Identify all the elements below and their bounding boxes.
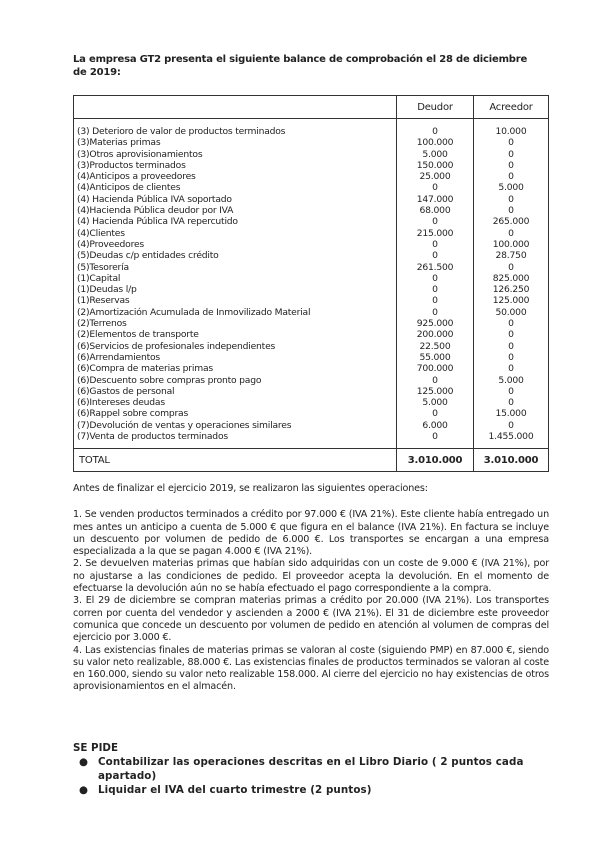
task-text: Contabilizar las operaciones descritas en el Libro Diario ( 2 puntos cada apartado) bbox=[98, 756, 524, 782]
debit-value: 0 bbox=[432, 284, 438, 296]
account-name: (5)Deudas c/p entidades crédito bbox=[77, 250, 219, 262]
debit-value: 0 bbox=[432, 216, 438, 228]
account-name: (2)Amortización Acumulada de Inmovilizado Material bbox=[77, 306, 311, 318]
operations-section bbox=[73, 483, 549, 694]
credit-value: 0 bbox=[508, 385, 514, 397]
account-name: (7)Devolución de ventas y operaciones similares bbox=[77, 419, 292, 431]
operation-item: 4. Las existencias finales de materias primas se valoran al coste (siguiendo PMP) en 87.000 €, siendo su valor neto realizable, 88.000 €. Las existencias finales de productos terminados se valoran al coste en 160.000, siendo su valor neto realizable 158.000. Al cierre del ejercicio no hay existencias de otros aprovisionamientos en el almacén. bbox=[73, 644, 550, 693]
account-name: (4)Proveedores bbox=[77, 238, 144, 250]
debit-value: 5.000 bbox=[422, 397, 448, 409]
credit-value: 1.455.000 bbox=[488, 431, 534, 443]
total-row bbox=[74, 449, 549, 472]
account-name: (6)Compra de materias primas bbox=[77, 363, 213, 375]
debit-value: 147.000 bbox=[416, 193, 454, 205]
credit-value: 5.000 bbox=[498, 374, 524, 386]
account-name: (1)Deudas l/p bbox=[77, 284, 137, 296]
table-body-row bbox=[74, 119, 549, 449]
debit-value: 22.500 bbox=[419, 340, 451, 352]
account-name: (6)Descuento sobre compras pronto pago bbox=[77, 374, 262, 386]
debit-value: 0 bbox=[432, 306, 438, 318]
debit-value: 200.000 bbox=[416, 329, 454, 341]
credit-value: 126.250 bbox=[492, 284, 530, 296]
account-name: (6)Rappel sobre compras bbox=[77, 408, 189, 420]
account-name: (1)Capital bbox=[77, 272, 121, 284]
account-name: (6)Gastos de personal bbox=[77, 385, 175, 397]
debit-value: 0 bbox=[432, 238, 438, 250]
credit-value: 0 bbox=[508, 340, 514, 352]
debit-value: 125.000 bbox=[416, 385, 454, 397]
credit-value: 0 bbox=[508, 329, 514, 341]
tasks-heading: SE PIDE bbox=[73, 742, 118, 754]
debit-value: 0 bbox=[432, 374, 438, 386]
bullet-icon: ● bbox=[79, 756, 89, 768]
account-name: (2)Elementos de transporte bbox=[77, 329, 199, 341]
credit-value: 0 bbox=[508, 148, 514, 160]
account-name: (3)Materias primas bbox=[77, 137, 161, 149]
account-name: (2)Terrenos bbox=[77, 318, 127, 330]
credit-value: 28.750 bbox=[495, 250, 527, 262]
header-account bbox=[74, 96, 397, 119]
task-text: Liquidar el IVA del cuarto trimestre (2 puntos) bbox=[98, 784, 372, 796]
credit-value: 0 bbox=[508, 137, 514, 149]
credit-value: 15.000 bbox=[495, 408, 527, 420]
credit-value: 100.000 bbox=[492, 238, 530, 250]
credit-value: 0 bbox=[508, 318, 514, 330]
debit-value: 261.500 bbox=[416, 261, 454, 273]
credit-value: 0 bbox=[508, 261, 514, 273]
tasks-section bbox=[73, 741, 549, 797]
tasks-list bbox=[73, 755, 549, 797]
credit-value: 10.000 bbox=[495, 126, 527, 137]
credit-value: 0 bbox=[508, 205, 514, 217]
credit-value: 0 bbox=[508, 171, 514, 183]
trial-balance-table bbox=[73, 95, 549, 472]
account-name: (3) Deterioro de valor de productos terminados bbox=[77, 126, 286, 137]
operation-item: 2. Se devuelven materias primas que habían sido adquiridas con un coste de 9.000 € (IVA 21%), por no ajustarse a las condiciones de pedido. El proveedor acepta la devolución. En el momento de efectuarse la devolución aún no se había efectuado el pago correspondiente a la compra. bbox=[73, 558, 549, 595]
credit-value: 0 bbox=[508, 227, 514, 239]
account-name: (4)Hacienda Pública deudor por IVA bbox=[77, 205, 234, 217]
credit-value: 0 bbox=[508, 363, 514, 375]
total-credit: 3.010.000 bbox=[474, 449, 549, 472]
account-name: (4)Anticipos de clientes bbox=[77, 182, 181, 194]
credit-value: 0 bbox=[508, 159, 514, 171]
account-name: (5)Tesorería bbox=[77, 261, 129, 273]
intro-text: La empresa GT2 presenta el siguiente balance de comprobación el 28 de diciembre de 2019: bbox=[73, 54, 528, 78]
operation-item: 1. Se venden productos terminados a crédito por 97.000 € (IVA 21%). Este cliente había entregado un mes antes un anticipo a cuenta de 5.000 € que figura en el balance (IVA 21%). En factura se incluye un descuento por volumen de pedido de 6.000 €. Los transportes se encargan a una empresa especializada a la que se pagan 4.000 € (IVA 21%). bbox=[73, 509, 549, 558]
credit-value: 0 bbox=[508, 351, 514, 363]
credit-value: 0 bbox=[508, 193, 514, 205]
total-debit: 3.010.000 bbox=[397, 449, 474, 472]
debit-value: 0 bbox=[432, 431, 438, 443]
debit-value: 55.000 bbox=[419, 351, 451, 363]
operation-item: 3. El 29 de diciembre se compran materias primas a crédito por 20.000 (IVA 21%). Los transportes corren por cuenta del vendedor y ascienden a 2000 € (IVA 21%). El 31 de diciembre este proveedor comunica que concede un descuento por volumen de pedido en atención al volumen de compras del ejercicio por 3.000 €. bbox=[73, 595, 549, 644]
account-name: (4) Hacienda Pública IVA soportado bbox=[77, 193, 232, 205]
debit-value: 25.000 bbox=[419, 171, 451, 183]
credit-value: 50.000 bbox=[495, 306, 527, 318]
credit-column bbox=[474, 119, 549, 449]
debit-value: 700.000 bbox=[416, 363, 454, 375]
account-name: (4)Clientes bbox=[77, 227, 125, 239]
account-name: (4)Anticipos a proveedores bbox=[77, 171, 196, 183]
credit-value: 0 bbox=[508, 419, 514, 431]
credit-value: 825.000 bbox=[492, 272, 530, 284]
account-name: (3)Productos terminados bbox=[77, 159, 186, 171]
account-name: (6)Arrendamientos bbox=[77, 351, 161, 363]
account-name: (7)Venta de productos terminados bbox=[77, 431, 228, 443]
account-name: (1)Reservas bbox=[77, 295, 130, 307]
debit-value: 0 bbox=[432, 295, 438, 307]
credit-value: 125.000 bbox=[492, 295, 530, 307]
account-name: (6)Servicios de profesionales independientes bbox=[77, 340, 276, 352]
bullet-icon: ● bbox=[79, 784, 89, 796]
debit-value: 0 bbox=[432, 182, 438, 194]
debit-value: 0 bbox=[432, 272, 438, 284]
account-name: (3)Otros aprovisionamientos bbox=[77, 148, 203, 160]
debit-value: 100.000 bbox=[416, 137, 454, 149]
header-credit: Acreedor bbox=[474, 96, 549, 119]
account-name: (4) Hacienda Pública IVA repercutido bbox=[77, 216, 238, 228]
debit-value: 6.000 bbox=[422, 419, 448, 431]
debit-value: 0 bbox=[432, 408, 438, 420]
operations-lead: Antes de finalizar el ejercicio 2019, se realizaron las siguientes operaciones: bbox=[73, 483, 428, 494]
debit-value: 0 bbox=[432, 126, 438, 137]
account-column bbox=[74, 119, 397, 449]
header-debit: Deudor bbox=[397, 96, 474, 119]
debit-column bbox=[397, 119, 474, 449]
debit-value: 5.000 bbox=[422, 148, 448, 160]
credit-value: 0 bbox=[508, 397, 514, 409]
credit-value: 5.000 bbox=[498, 182, 524, 194]
account-name: (6)Intereses deudas bbox=[77, 397, 165, 409]
debit-value: 0 bbox=[432, 250, 438, 262]
task-item bbox=[79, 755, 549, 783]
debit-value: 68.000 bbox=[419, 205, 451, 217]
total-label: TOTAL bbox=[74, 449, 397, 472]
debit-value: 150.000 bbox=[416, 159, 454, 171]
task-item bbox=[79, 783, 549, 797]
debit-value: 215.000 bbox=[416, 227, 454, 239]
debit-value: 925.000 bbox=[416, 318, 454, 330]
table-header-row bbox=[74, 96, 549, 119]
credit-value: 265.000 bbox=[492, 216, 530, 228]
